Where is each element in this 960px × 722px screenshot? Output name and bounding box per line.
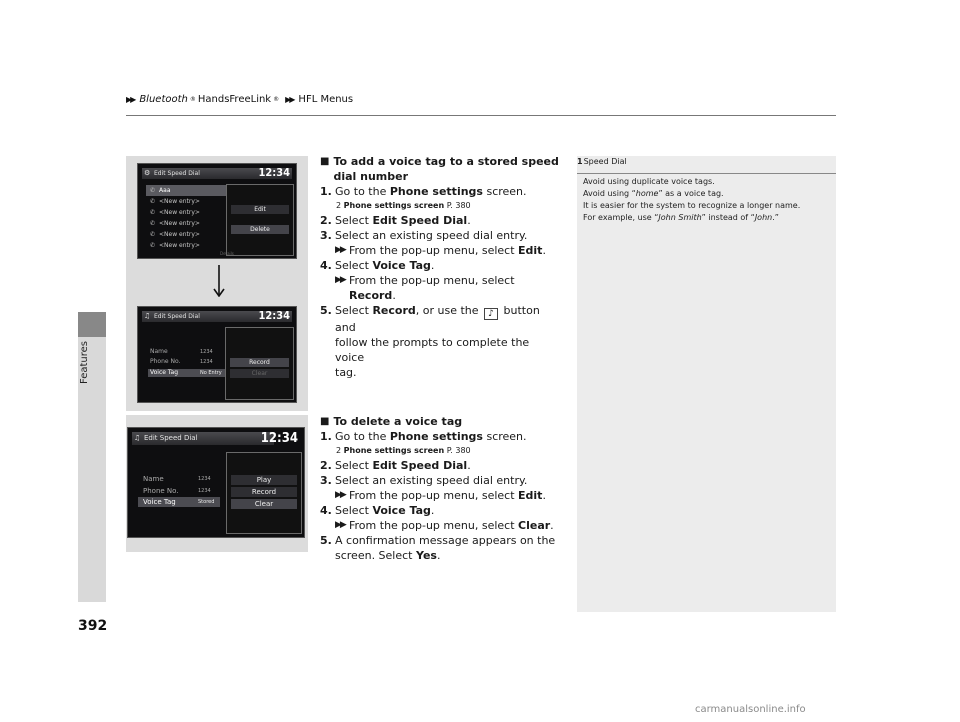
note-bookmark-icon: 1 [577,157,583,166]
screen-titlebar: ⚙ Edit Speed Dial [142,168,292,179]
step-5: 5. A confirmation message appears on the screen. Select Yes. [320,534,556,562]
page-number: 392 [78,618,108,634]
screen-edit-entry-clear [127,427,305,538]
list-item[interactable]: ✆ <New entry> [150,231,200,238]
popup-menu [225,327,294,400]
note-body: Avoid using duplicate voice tags. Avoid using “home” as a voice tag. It is easier for the system to recognize a longer name. For example, use “John Smith” instead of “John.” [583,177,801,222]
talk-button-icon: ♪ [484,308,498,320]
details-label: Details [220,251,234,256]
field-value-voice-tag: No Entry [200,370,222,376]
note-heading: 1 Speed Dial [577,157,627,166]
field-value-phone: 1234 [200,359,213,365]
page-reference: 2 Phone settings screen P. 380 [336,446,471,455]
section-tab-marker [78,312,106,337]
note-panel [577,156,836,612]
triangle-icon: ▶▶ [126,95,135,104]
screen-titlebar: ♫ Edit Speed Dial [142,311,292,322]
phone-icon: ✆ [150,209,156,216]
popup-menu [226,452,302,534]
edit-button[interactable]: Edit [231,205,289,214]
breadcrumb-bluetooth: Bluetooth [139,94,188,105]
field-value-phone: 1234 [198,488,211,494]
breadcrumb-hfl-menus: HFL Menus [298,94,354,105]
phone-icon: ✆ [150,187,156,194]
field-value-voice-tag: Stored [198,499,215,505]
screen-clock: 12:34 [258,166,290,179]
step-1: 1. Go to the Phone settings screen. [320,185,527,198]
section-heading: ■ To add a voice tag to a stored speed dial number [320,155,559,183]
list-item[interactable]: ✆ <New entry> [150,220,200,227]
field-label-phone: Phone No. [143,487,179,495]
step-4: 4. Select Voice Tag. [320,504,435,517]
step-1: 1. Go to the Phone settings screen. [320,430,527,443]
field-label-name: Name [143,475,164,483]
sub-step: ▶▶ From the pop-up menu, select Record. [335,274,515,302]
section-heading: ■ To delete a voice tag [320,415,463,428]
step-4: 4. Select Voice Tag. [320,259,435,272]
list-item[interactable]: ✆ <New entry> [150,198,200,205]
screen-titlebar: ♫ Edit Speed Dial [132,432,274,445]
field-label-voice-tag[interactable]: Voice Tag [150,369,179,376]
reference-icon: 2 [336,201,342,210]
note-divider [577,173,836,174]
clear-button[interactable]: Clear [231,499,297,509]
breadcrumb: ▶▶ Bluetooth ® HandsFreeLink ® ▶▶ HFL Menus [126,94,354,105]
music-note-icon: ♫ [134,434,141,442]
page-reference: 2 Phone settings screen P. 380 [336,201,471,210]
settings-icon: ⚙ [144,169,151,177]
record-button[interactable]: Record [230,358,289,367]
screen-speed-dial-list [137,163,297,259]
phone-icon: ✆ [150,198,156,205]
instructions-add-voice-tag [320,154,560,380]
field-label-name: Name [150,348,168,355]
phone-icon: ✆ [150,220,156,227]
header-divider [126,115,836,116]
arrow-down-icon [213,265,225,297]
square-bullet-icon: ■ [320,156,330,167]
arrow-right-icon: ▶▶ [335,490,345,500]
watermark: carmanualsonline.info [695,704,806,715]
field-label-phone: Phone No. [150,358,181,365]
screen-clock: 12:34 [260,431,298,446]
delete-button[interactable]: Delete [231,225,289,234]
list-item[interactable]: ✆ <New entry> [150,242,200,249]
step-5: 5. Select Record, or use the ♪ button and follow the prompts to complete the voice tag. [320,304,540,379]
phone-icon: ✆ [150,231,156,238]
arrow-right-icon: ▶▶ [335,245,345,255]
sub-step: ▶▶ From the pop-up menu, select Clear. [335,519,554,532]
sub-step: ▶▶ From the pop-up menu, select Edit. [335,244,546,257]
arrow-right-icon: ▶▶ [335,275,345,285]
arrow-right-icon: ▶▶ [335,520,345,530]
step-2: 2. Select Edit Speed Dial. [320,459,471,472]
instructions-delete-voice-tag [320,414,560,563]
field-label-voice-tag[interactable]: Voice Tag [143,498,176,506]
step-2: 2. Select Edit Speed Dial. [320,214,471,227]
field-value-name: 1234 [198,476,211,482]
step-3: 3. Select an existing speed dial entry. [320,229,528,242]
sub-step: ▶▶ From the pop-up menu, select Edit. [335,489,546,502]
play-button[interactable]: Play [231,475,297,485]
clear-button[interactable]: Clear [230,369,289,378]
phone-icon: ✆ [150,242,156,249]
section-label: Features [79,341,90,384]
step-3: 3. Select an existing speed dial entry. [320,474,528,487]
field-value-name: 1234 [200,349,213,355]
square-bullet-icon: ■ [320,416,330,427]
screen-edit-entry-record [137,306,297,403]
record-button[interactable]: Record [231,487,297,497]
popup-menu [226,184,294,256]
screen-clock: 12:34 [258,309,290,322]
list-item[interactable]: ✆ <New entry> [150,209,200,216]
list-item[interactable]: ✆ Aaa [146,185,226,196]
triangle-icon: ▶▶ [285,95,294,104]
speed-dial-list [146,185,226,251]
music-note-icon: ♫ [144,312,151,320]
reference-icon: 2 [336,446,342,455]
